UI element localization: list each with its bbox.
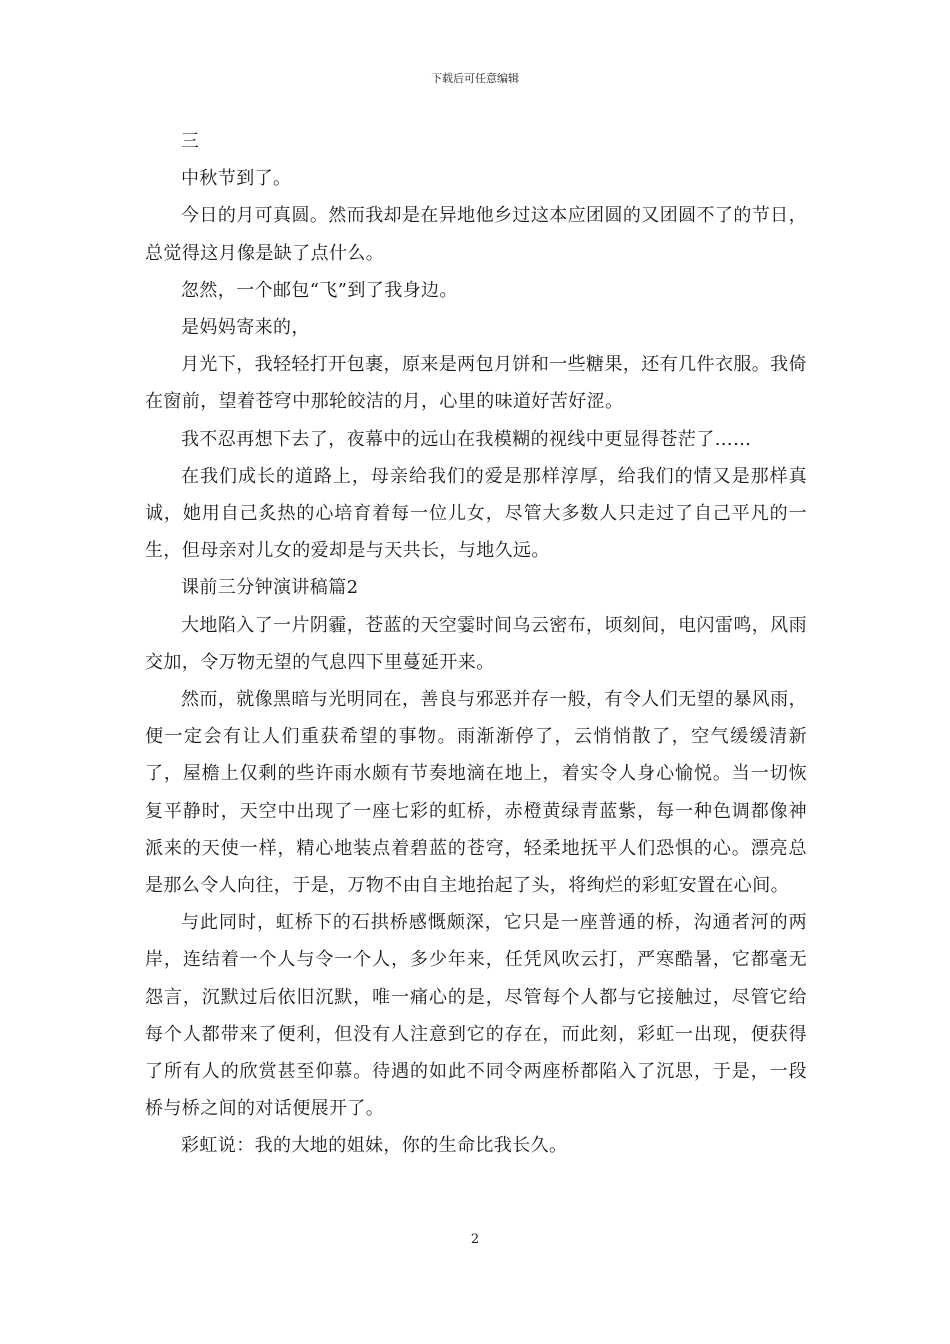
document-body (145, 123, 807, 1165)
paragraph: 三 (181, 131, 200, 152)
paragraph: 忽然，一个邮包“飞”到了我身边。 (181, 279, 458, 301)
paragraph: 然而，就像黑暗与光明同在，善良与邪恶并存一般，有令人们无望的暴风雨，便一定会有让人们重获希望的事物。雨渐渐停了，云悄悄散了，空气缓缓清新了，屋檐上仅剩的些许雨水颇有节奏地滴在地上，着实令人身心愉悦。当一切恢复平静时，天空中出现了一座七彩的虹桥，赤橙黄绿青蓝紫，每一种色调都像神派来的天使一样，精心地装点着碧蓝的苍穹，轻柔地抚平人们恐惧的心。漂亮总是那么令人向往，于是，万物不由自主地抬起了头，将绚烂的彩虹安置在心间。 (145, 689, 807, 897)
paragraph: 我不忍再想下去了，夜幕中的远山在我模糊的视线中更显得苍茫了…… (181, 428, 752, 450)
paragraph: 彩虹说：我的大地的姐妹，你的生命比我长久。 (181, 1135, 568, 1157)
paragraph: 中秋节到了。 (181, 168, 292, 190)
paragraph: 月光下，我轻轻打开包裹，原来是两包月饼和一些糖果，还有几件衣服。我倚在窗前，望着苍穹中那轮皎洁的月，心里的味道好苦好涩。 (145, 354, 807, 413)
paragraph: 与此同时，虹桥下的石拱桥感慨颇深，它只是一座普通的桥，沟通者河的两岸，连结着一个人与令一个人，多少年来，任凭风吹云打，严寒酷暑，它都毫无怨言，沉默过后依旧沉默，唯一痛心的是，尽管每个人都与它接触过，尽管它给每个人都带来了便利，但没有人注意到它的存在，而此刻，彩虹一出现，便获得了所有人的欣赏甚至仰慕。待遇的如此不同令两座桥都陷入了沉思，于是，一段桥与桥之间的对话便展开了。 (145, 912, 807, 1120)
paragraph: 今日的月可真圆。然而我却是在异地他乡过这本应团圆的又团圆不了的节日，总觉得这月像是缺了点什么。 (145, 205, 807, 264)
page-header: 下载后可任意编辑 (431, 72, 519, 85)
paragraph: 在我们成长的道路上，母亲给我们的爱是那样淳厚，给我们的情又是那样真诚，她用自己炙热的心培育着每一位儿女，尽管大多数人只走过了自己平凡的一生，但母亲对儿女的爱却是与天共长，与地久远。 (145, 465, 807, 562)
paragraph: 是妈妈寄来的， (181, 317, 310, 339)
paragraph: 大地陷入了一片阴霾，苍蓝的天空霎时间乌云密布，顷刻间，电闪雷鸣，风雨交加，令万物无望的气息四下里蔓延开来。 (145, 614, 807, 673)
page-number: 2 (470, 1232, 480, 1247)
section-heading: 课前三分钟演讲稿篇2 (181, 577, 359, 599)
